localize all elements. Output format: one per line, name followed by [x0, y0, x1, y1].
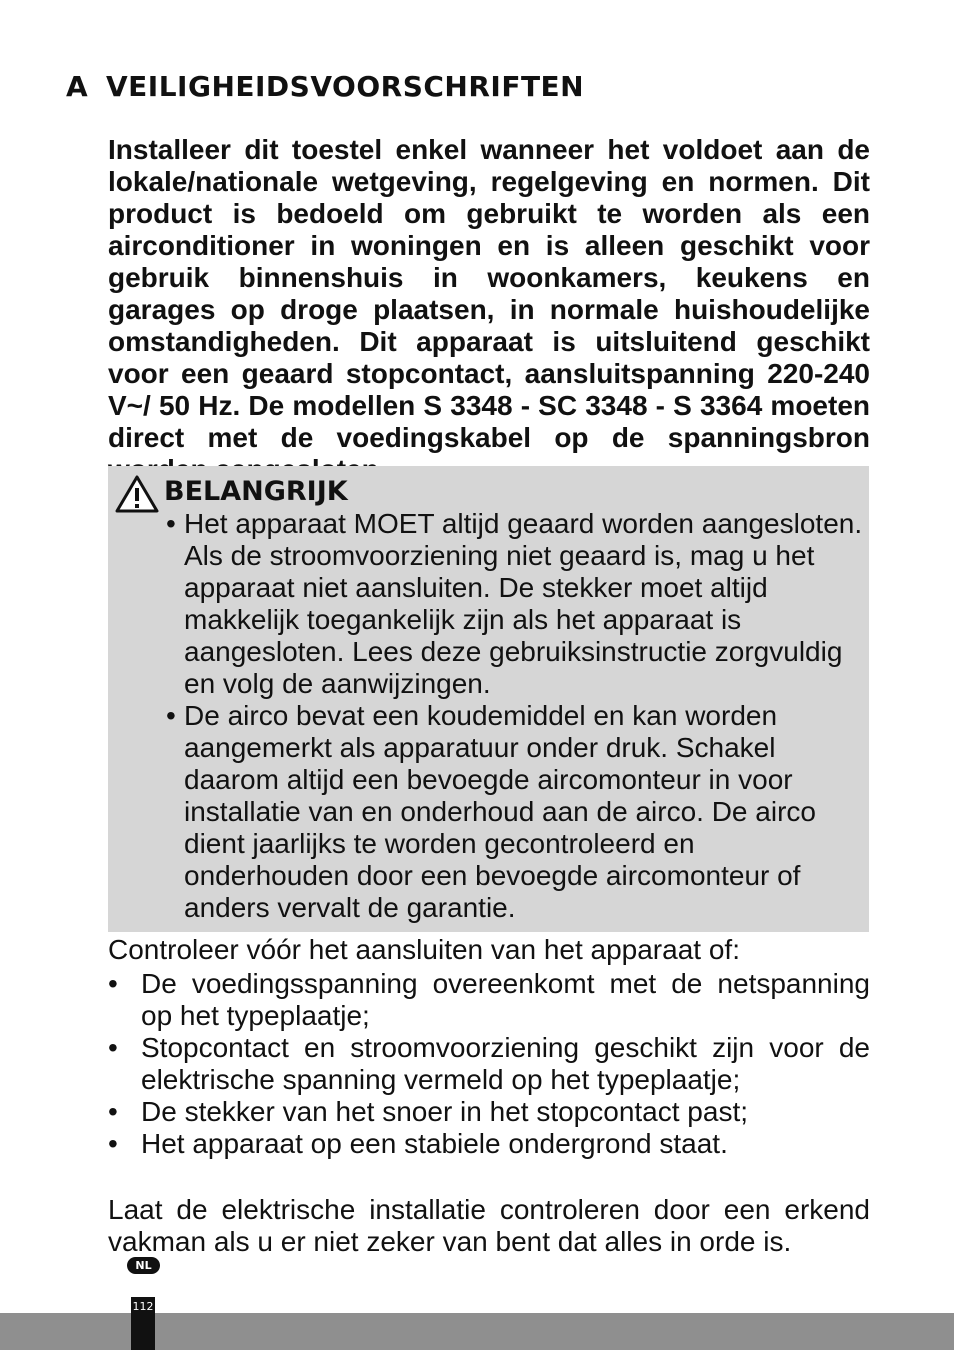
- checklist: [108, 968, 870, 1160]
- section-letter: A: [66, 70, 89, 103]
- bullet-icon: •: [108, 1096, 118, 1127]
- bullet-icon: •: [166, 700, 176, 731]
- important-notice-box: [108, 466, 869, 932]
- language-badge: NL: [127, 1257, 160, 1274]
- bullet-icon: •: [108, 968, 118, 999]
- bullet-icon: •: [108, 1128, 118, 1159]
- notice-item-text: De airco bevat een koudemiddel en kan worden aangemerkt als apparatuur onder druk. Schakel daarom altijd een bevoegde aircomonteur in voor installatie van en onderhoud aan de airco. De airco dient jaarlijks te worden gecontroleerd en onderhouden door een bevoegde aircomonteur of anders vervalt de garantie.: [184, 700, 816, 923]
- warning-triangle-icon: [114, 474, 160, 514]
- checklist-item-text: Het apparaat op een stabiele ondergrond staat.: [141, 1128, 728, 1159]
- notice-item: [166, 508, 866, 700]
- checklist-item: [108, 968, 870, 1032]
- notice-list: [166, 508, 866, 924]
- checklist-intro: Controleer vóór het aansluiten van het apparaat of:: [108, 934, 740, 965]
- checklist-item: [108, 1096, 870, 1128]
- checklist-item: [108, 1032, 870, 1096]
- section-heading: [66, 70, 584, 103]
- notice-title: BELANGRIJK: [164, 476, 348, 507]
- checklist-item-text: De voedingsspanning overeenkomt met de netspanning op het typeplaatje;: [141, 968, 870, 1031]
- page-number: 112: [131, 1297, 155, 1350]
- closing-paragraph: Laat de elektrische installatie controleren door een erkend vakman als u er niet zeker van bent dat alles in orde is.: [108, 1194, 870, 1257]
- notice-item: [166, 700, 866, 924]
- checklist-item-text: Stopcontact en stroomvoorziening geschikt zijn voor de elektrische spanning vermeld op het typeplaatje;: [141, 1032, 870, 1095]
- checklist-item: [108, 1128, 870, 1160]
- bullet-icon: •: [166, 508, 176, 539]
- bullet-icon: •: [108, 1032, 118, 1063]
- checklist-item-text: De stekker van het snoer in het stopcontact past;: [141, 1096, 749, 1127]
- notice-item-text: Het apparaat MOET altijd geaard worden aangesloten. Als de stroomvoorziening niet geaard is, mag u het apparaat niet aansluiten. De stekker moet altijd makkelijk toegankelijk zijn als het apparaat is aangesloten. Lees deze gebruiksinstructie zorgvuldig en volg de aanwijzingen.: [184, 508, 863, 699]
- intro-paragraph: Installeer dit toestel enkel wanneer het voldoet aan de lokale/nationale wetgeving, regelgeving en normen. Dit product is bedoeld om gebruikt te worden als een airconditioner in woningen en is alleen geschikt voor gebruik binnenshuis in woonkamers, keukens en garages op droge plaatsen, in normale huishoudelijke omstandigheden. Dit apparaat is uitsluitend geschikt voor een geaard stopcontact, aansluitspanning 220-240 V~/ 50 Hz. De modellen S 3348 - SC 3348 - S 3364 moeten direct met de voedingskabel op de spanningsbron: [108, 134, 870, 453]
- section-title: VEILIGHEIDSVOORSCHRIFTEN: [106, 70, 585, 103]
